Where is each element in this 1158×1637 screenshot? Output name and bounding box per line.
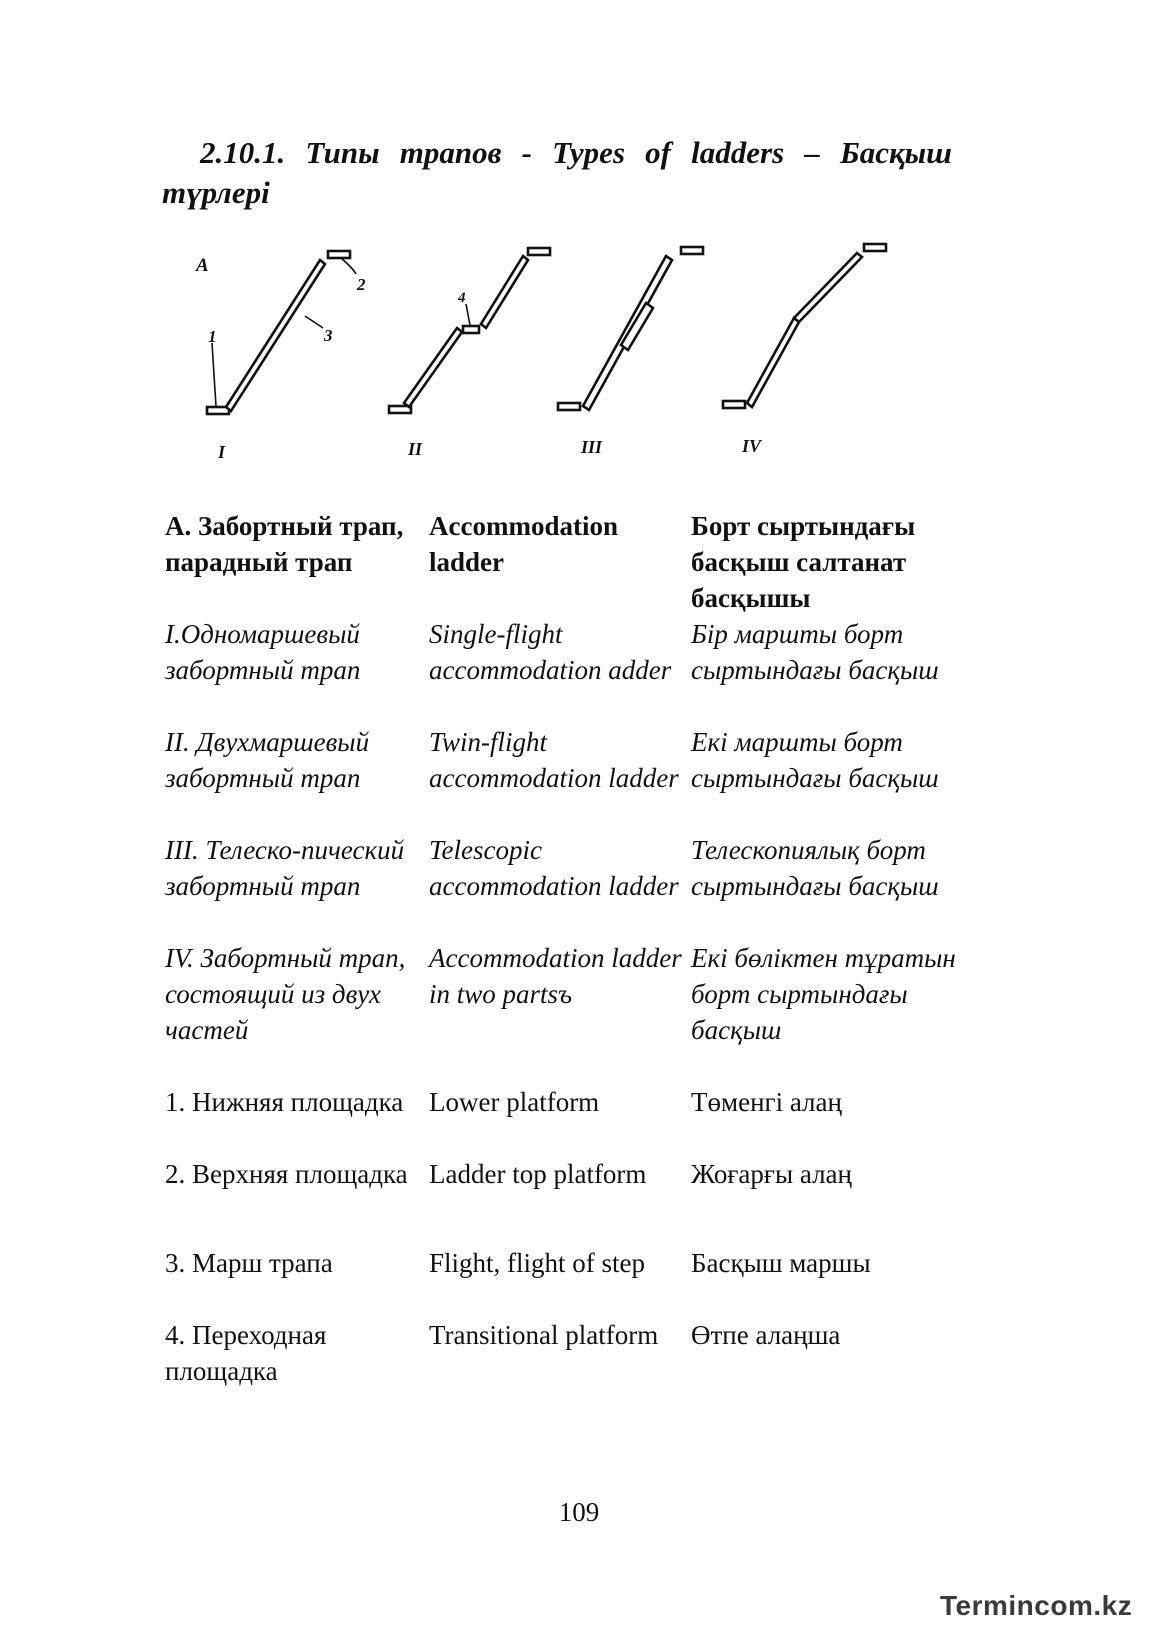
section-heading [162,133,952,213]
leader-line-4 [466,304,470,325]
ladder-2-lower-flight [404,328,462,407]
term-en: Twin-flight accommodation ladder [429,727,679,793]
section-heading-line-1: 2.10.1. Типы трапов - Types of ladders – Басқыш [200,135,952,170]
ladder-2-upper-flight [481,256,528,328]
part-number-4: 4 [458,290,466,306]
ladder-1-flight [226,260,325,411]
term-en: Telescopic accommodation ladder [429,835,679,901]
term-en: Single-flight accommodation adder [429,619,672,685]
roman-label-3: III [581,437,603,457]
part-number-3: 3 [324,326,333,345]
ladder-types-figure [190,240,950,480]
leader-line-2 [341,258,356,274]
term-ru: IV. Забортный трап, состоящий из двух частей [165,943,406,1045]
term-en: Accommodation ladder in two partsъ [429,943,682,1009]
ladder-2-upper-platform [528,248,550,255]
table-header-en: Accommodation ladder [429,511,618,577]
ladder-4-upper-part [794,253,862,322]
ladder-4-lower-platform [723,401,745,408]
term-kz: Төменгі алаң [691,1087,842,1117]
term-kz: Екі бөліктен тұратын борт сыртындағы басқыш [691,943,956,1045]
ladder-1-upper-platform [328,251,350,258]
term-kz: Жоғарғы алаң [691,1159,852,1189]
term-kz: Басқыш маршы [691,1248,871,1278]
ladder-2-transitional-platform [463,326,479,333]
term-ru: II. Двухмаршевый забортный трап [165,727,370,793]
term-ru: III. Телеско-пический забортный трап [165,835,405,901]
ladder-4-lower-part [747,318,799,407]
term-ru: 3. Марш трапа [165,1248,333,1278]
term-ru: I.Одномаршевый забортный трап [165,619,361,685]
term-kz: Бір маршты борт сыртындағы басқыш [691,619,939,685]
roman-label-4: IV [742,436,762,456]
term-kz: Өтпе алаңша [691,1320,841,1350]
term-ru: 1. Нижняя площадка [165,1087,404,1117]
page-number: 109 [558,1497,600,1527]
ladder-3-lower-platform [558,403,580,410]
term-ru: 4. Переходная площадка [165,1320,327,1386]
site-watermark: Termincom.kz [940,1590,1133,1621]
term-kz: Телескопиялық борт сыртындағы басқыш [691,835,939,901]
table-header-ru: А. Забортный трап, парадный трап [165,511,404,577]
ladder-types-diagram [190,240,950,480]
roman-label-1: I [218,442,226,462]
part-number-1: 1 [208,327,217,346]
roman-label-2: II [408,439,423,459]
term-en: Transitional platform [429,1320,659,1350]
term-en: Lower platform [429,1087,600,1117]
term-en: Ladder top platform [429,1159,647,1189]
leader-line-1 [212,343,216,406]
term-ru: 2. Верхняя площадка [165,1159,408,1189]
table-header-kz: Борт сыртындағы басқыш салтанат басқышы [691,511,916,613]
leader-line-3 [305,316,323,328]
ladder-3-upper-platform [681,247,703,254]
section-heading-line-2: түрлері [162,175,270,210]
part-number-2: 2 [357,275,366,294]
term-en: Flight, flight of step [429,1248,645,1278]
ladder-4-upper-platform [864,244,886,251]
term-kz: Екі маршты борт сыртындағы басқыш [691,727,939,793]
panel-letter: А [196,255,209,276]
